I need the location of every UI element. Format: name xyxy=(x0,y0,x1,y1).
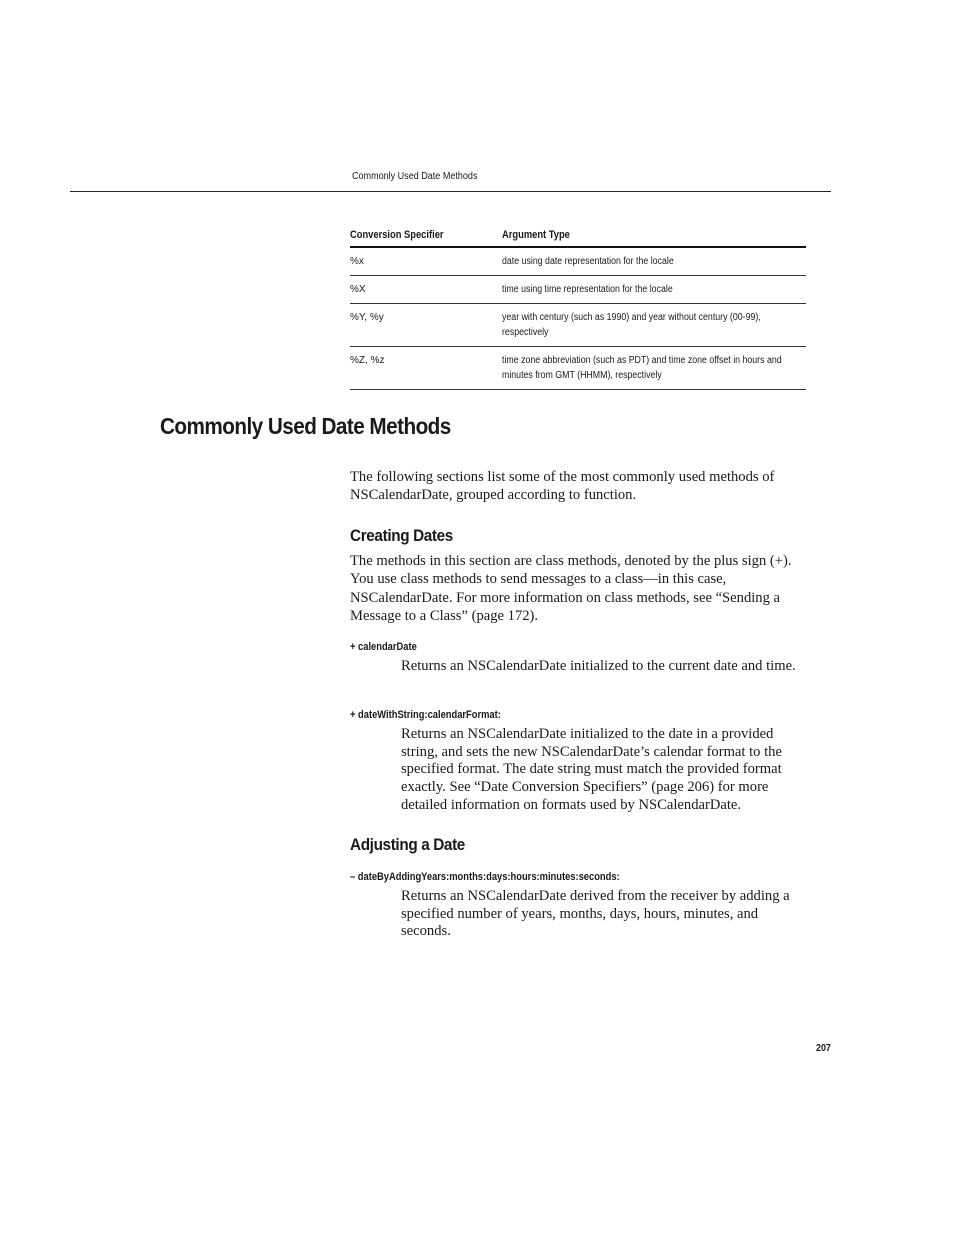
table-header-argument-type: Argument Type xyxy=(502,229,570,241)
section-title: Commonly Used Date Methods xyxy=(160,413,451,439)
table-cell-specifier: %Z, %z xyxy=(350,355,385,366)
table-header xyxy=(350,229,806,248)
table-cell-specifier: %Y, %y xyxy=(350,312,384,323)
table-cell-argument-type: time zone abbreviation (such as PDT) and time zone offset in hours and minutes from GMT (HHMM), respectively xyxy=(502,355,782,381)
table-cell-specifier: %X xyxy=(350,284,366,295)
table-row xyxy=(350,248,806,276)
table-row xyxy=(350,276,806,304)
table-cell-specifier: %x xyxy=(350,256,364,267)
method-signature-calendar-date: + calendarDate xyxy=(350,641,417,653)
header-rule xyxy=(70,191,831,192)
page-number: 207 xyxy=(816,1042,831,1054)
method-description-date-by-adding: Returns an NSCalendarDate derived from the receiver by adding a specified number of years, months, days, hours, minutes, and seconds. xyxy=(401,888,790,940)
method-signature-date-by-adding: – dateByAddingYears:months:days:hours:minutes:seconds: xyxy=(350,871,620,883)
section-intro: The following sections list some of the most commonly used methods of NSCalendarDate, grouped according to function. xyxy=(350,469,775,504)
creating-dates-text: The methods in this section are class methods, denoted by the plus sign (+). You use class methods to send messages to a class—in this case, NSCalendarDate. For more information on class methods, see “Sending a Message to a Class” (page 172). xyxy=(350,553,792,624)
method-description-calendar-date: Returns an NSCalendarDate initialized to the current date and time. xyxy=(401,658,796,674)
method-signature-date-with-string: + dateWithString:calendarFormat: xyxy=(350,709,501,721)
table-row xyxy=(350,347,806,390)
running-header: Commonly Used Date Methods xyxy=(352,170,478,182)
adjusting-date-heading: Adjusting a Date xyxy=(350,835,465,854)
method-description-date-with-string: Returns an NSCalendarDate initialized to the date in a provided string, and sets the new NSCalendarDate’s calendar format to the specified format. The date string must match the provided format exactly. See “Date Conversion Specifiers” (page 206) for more detailed information on formats used by NSCalendarDate. xyxy=(401,726,782,813)
creating-dates-heading: Creating Dates xyxy=(350,526,453,545)
table-cell-argument-type: year with century (such as 1990) and year without century (00-99), respectively xyxy=(502,312,761,338)
table-cell-argument-type: date using date representation for the locale xyxy=(502,256,674,267)
table-row xyxy=(350,304,806,347)
table-header-specifier: Conversion Specifier xyxy=(350,229,444,241)
table-cell-argument-type: time using time representation for the locale xyxy=(502,284,673,295)
conversion-specifier-table xyxy=(350,229,806,390)
